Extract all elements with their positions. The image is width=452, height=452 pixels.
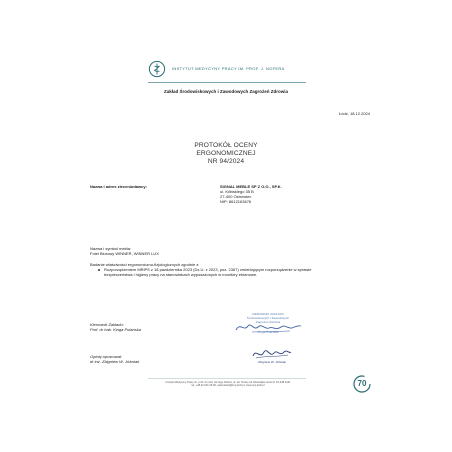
stamp-line-3: Zagrożeń Zdrowia (255, 320, 281, 324)
department-name: Zakład Środowiskowych i Zawodowych Zagrożeń Zdrowia (163, 89, 289, 94)
manager-section (90, 322, 210, 332)
footer-address: Instytut Medycyny Pracy im. prof. dr med. Jerzego Nofera, ul. św. Teresy od Dzieciątka Jezus 8, 91-348 Łódź (165, 381, 291, 384)
anniversary-number: 70 (357, 379, 367, 388)
institute-name: INSTYTUT MEDYCYNY PRACY IM. PROF. J. NOFERA (172, 66, 285, 71)
title-line-1: PROTOKÓŁ OCENY (194, 142, 258, 149)
institute-logo-icon (148, 60, 166, 78)
applicant-nip: NIP: 8612163676 (220, 199, 252, 204)
stamp-line-2: Środowiskowych i Zawodowych (246, 316, 290, 320)
prepared-name: dr inż. Zbigniew W. Jóźwiak (90, 359, 140, 364)
applicant-city: 27-400 Ostrowiec (220, 194, 252, 199)
assessment-bullet-text: Rozporządzeniem MRiPS z 18 października 2023 (Dz.U. z 2023, poz. 2367) zmieniającym rozporządzenie w sprawie bezpieczeństwa i higieny pracy na stanowiskach wyposażonych w monitory ekranowe. (104, 267, 312, 277)
footer-contact: tel. +48 42 631 45 00, sekretariat@imp.lodz.pl, www.imp.lodz.pl (191, 384, 265, 388)
footer-text (110, 381, 346, 388)
prepared-section (90, 354, 210, 364)
manager-label: Kierownik Zakładu: (90, 322, 124, 327)
applicant-name: SIGNAL MEBLE SP Z O.O., SP.K. (220, 184, 282, 189)
title-line-2: ERGONOMICZNEJ (196, 150, 256, 157)
applicant-label: Nazwa i adres zleceniodawcy: (90, 184, 147, 189)
applicant-address (220, 184, 360, 204)
prepared-label: Opinię opracował: (90, 354, 123, 359)
manager-signature-text: Kinga Polańska (257, 330, 279, 334)
stamp-line-1: KIEROWNIK ZAKŁADU (252, 312, 284, 316)
manager-name: Prof. dr hab. Kinga Polańska (90, 327, 141, 332)
assessment-intro: Badanie właściwości ergonomiczno-fizjologicznych zgodnie z: (90, 262, 200, 267)
document-date: Łódź, 18.12.2024 (339, 111, 370, 116)
bullet-dot-icon (98, 268, 101, 271)
prepared-signature-text: Zbigniew W. Jóźwiak (258, 360, 286, 364)
product-section (90, 246, 290, 256)
footer-divider (148, 378, 306, 379)
product-label: Nazwa i symbol mebla: (90, 246, 132, 251)
title-line-3: NR 94/2024 (207, 158, 245, 165)
applicant-street: ul. Kilińskiego 35 B (220, 189, 254, 194)
header-divider (148, 82, 306, 83)
document-title (150, 142, 302, 166)
product-name: Fotel Biurowy WINNER, WINNER LUX (90, 251, 159, 256)
